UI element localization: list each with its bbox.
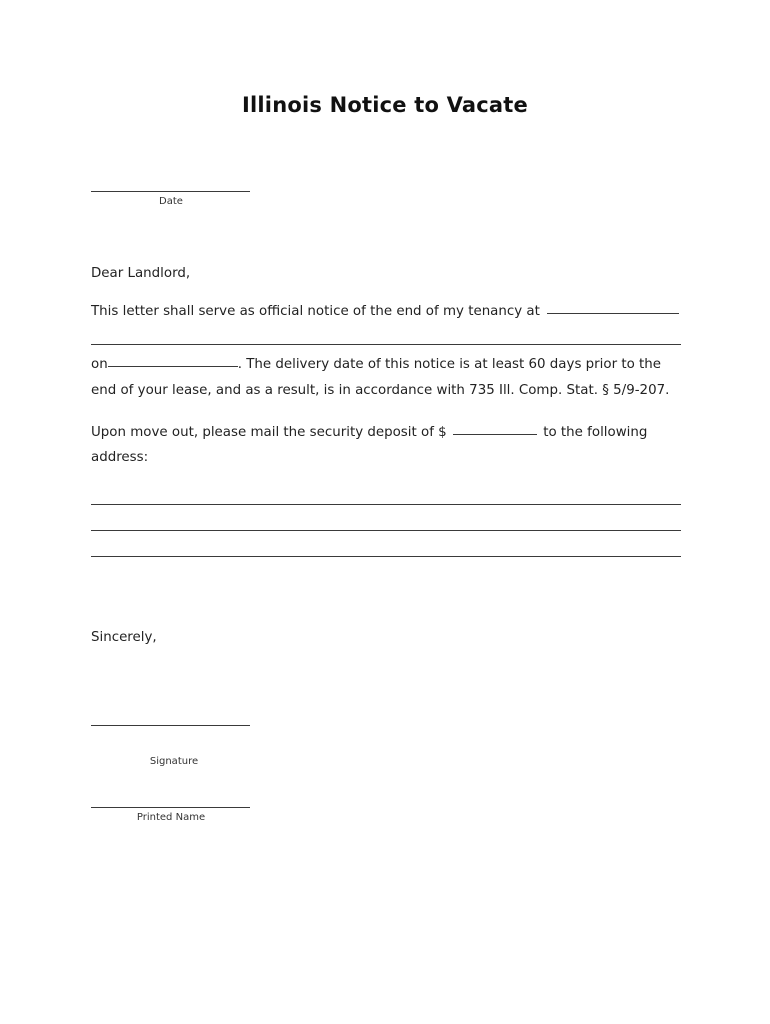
- closing: Sincerely,: [91, 630, 157, 645]
- paragraph-1-line-1-text: This letter shall serve as official notice of the end of my tenancy at: [91, 304, 540, 319]
- printed-name-caption: Printed Name: [136, 812, 206, 823]
- printed-name-blank-line: [91, 807, 250, 808]
- salutation: Dear Landlord,: [91, 266, 191, 281]
- paragraph-2-line-1-text-b: to the following: [543, 425, 648, 440]
- address-blank: [547, 313, 679, 314]
- date-blank-line: [91, 191, 250, 192]
- signature-blank-line: [91, 725, 250, 726]
- paragraph-1-line-4: end of your lease, and as a result, is in accordance with 735 Ill. Comp. Stat. § 5/9-207.: [91, 383, 670, 398]
- date-of-move-blank: [108, 366, 238, 367]
- paragraph-1-line-1: [91, 304, 679, 319]
- date-caption: Date: [159, 196, 183, 207]
- signature-caption: Signature: [149, 756, 199, 767]
- paragraph-2-line-2: address:: [91, 450, 149, 465]
- on-label: on: [91, 357, 108, 372]
- paragraph-2-line-1-text-a: Upon move out, please mail the security deposit of $: [91, 425, 447, 440]
- deposit-amount-blank: [453, 434, 537, 435]
- forwarding-address-line-2: [91, 530, 681, 531]
- forwarding-address-line-1: [91, 504, 681, 505]
- paragraph-1-line-3-text: . The delivery date of this notice is at least 60 days prior to the: [237, 357, 662, 372]
- paragraph-2-line-1: [91, 425, 647, 440]
- forwarding-address-line-3: [91, 556, 681, 557]
- address-continuation-blank: [91, 344, 681, 345]
- paragraph-1-line-3: [91, 357, 661, 372]
- document-title: Illinois Notice to Vacate: [242, 93, 528, 117]
